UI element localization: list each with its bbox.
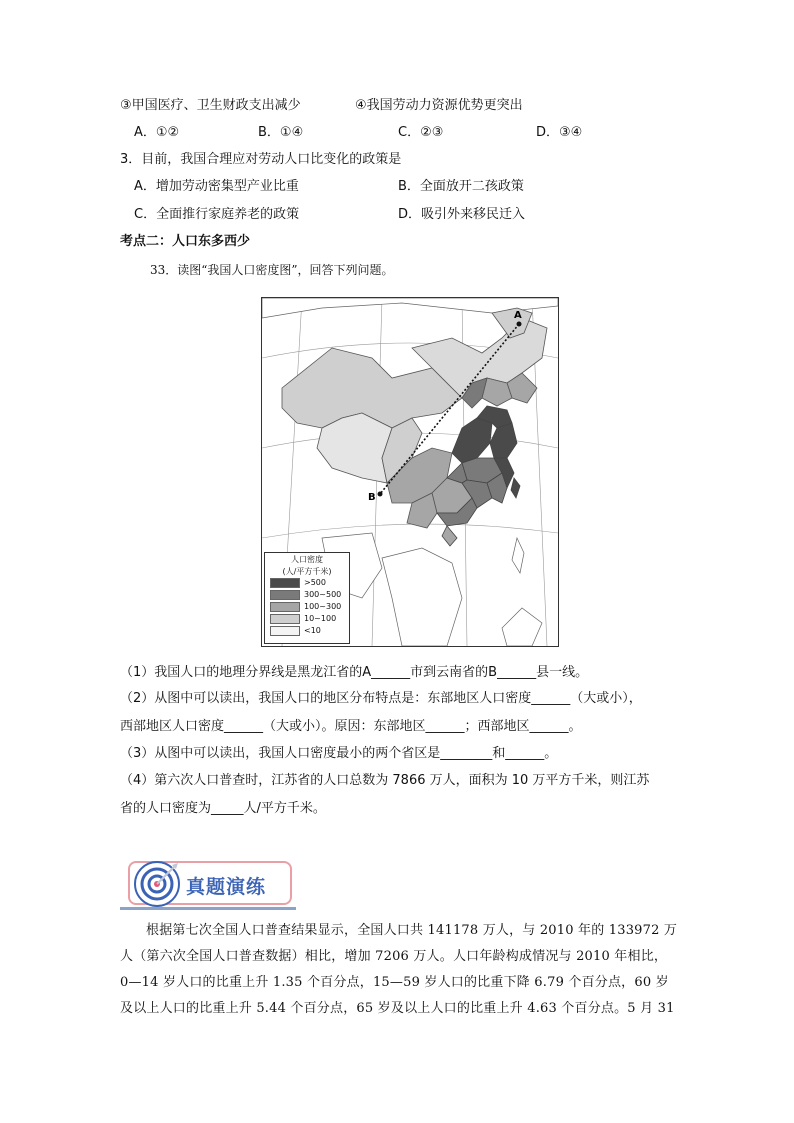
section-heading: 考点二：人口东多西少 [120, 234, 251, 249]
legend-label: 10~100 [304, 614, 337, 623]
passage-line-2: 人（第六次全国人口普查数据）相比，增加 7206 万人。人口年龄构成情况与 2010 年相比， [120, 949, 668, 964]
sub-question-4-line-2: 省的人口密度为_____人/平方千米。 [120, 801, 326, 816]
banner-underline [120, 907, 296, 910]
passage-line-4: 及以上人口的比重上升 5.44 个百分点，65 岁及以上人口的比重上升 4.63 个百分点。5 月 31 [120, 1001, 675, 1016]
passage-line-3: 0—14 岁人口的比重上升 1.35 个百分点，15—59 岁人口的比重下降 6.79 个百分点，60 岁 [120, 975, 669, 990]
legend-swatch [270, 602, 300, 612]
legend-swatch [270, 590, 300, 600]
choice-a: A．①② [134, 125, 180, 140]
sub-question-1: （1）我国人口的地理分界线是黑龙江省的A______市到云南省的B______县一线。 [120, 665, 589, 680]
legend-item [270, 578, 348, 589]
choice-c: C．②③ [398, 125, 444, 140]
legend-swatch [270, 578, 300, 588]
map-legend [264, 552, 350, 644]
banner-title: 真题演练 [186, 876, 267, 898]
option-item-4: ④我国劳动力资源优势更突出 [355, 98, 523, 113]
legend-title: 人口密度 [291, 555, 323, 564]
legend-label: 300~500 [304, 590, 342, 599]
question-3-stem: 3．目前，我国合理应对劳动人口比变化的政策是 [120, 152, 402, 167]
legend-label: 100~300 [304, 602, 342, 611]
choice-b: B．①④ [258, 125, 304, 140]
section-banner [120, 855, 296, 913]
question-3-option-d: D．吸引外来移民迁入 [398, 207, 526, 222]
choice-d: D．③④ [536, 125, 583, 140]
legend-swatch [270, 626, 300, 636]
point-b-label: B [368, 492, 376, 503]
legend-item [270, 602, 348, 613]
legend-unit: (人/平方千米) [282, 567, 332, 576]
legend-label: <10 [304, 626, 321, 635]
target-icon [132, 859, 182, 909]
population-density-map [261, 297, 559, 647]
sub-question-2-line-1: （2）从图中可以读出，我国人口的地区分布特点是：东部地区人口密度______（大或小）， [120, 691, 642, 706]
question-33-stem: 33．读图“我国人口密度图”，回答下列问题。 [150, 263, 394, 277]
high-density-regions [437, 406, 520, 546]
sub-question-4-line-1: （4）第六次人口普查时，江苏省的人口总数为 7866 万人，面积为 10 万平方千米，则江苏 [120, 773, 650, 788]
question-3-option-c: C．全面推行家庭养老的政策 [134, 207, 300, 222]
question-3-option-a: A．增加劳动密集型产业比重 [134, 179, 299, 194]
legend-item [270, 614, 348, 625]
legend-label: >500 [304, 578, 326, 587]
point-a-marker [517, 322, 522, 327]
sub-question-3: （3）从图中可以读出，我国人口密度最小的两个省区是________和______。 [120, 746, 558, 761]
legend-item [270, 626, 348, 637]
point-a-label: A [514, 310, 522, 321]
legend-swatch [270, 614, 300, 624]
point-b-marker [378, 492, 383, 497]
question-3-option-b: B．全面放开二孩政策 [398, 179, 524, 194]
legend-item [270, 590, 348, 601]
passage-line-1: 根据第七次全国人口普查结果显示，全国人口共 141178 万人，与 2010 年的 133972 万 [146, 923, 678, 938]
option-item-3: ③甲国医疗、卫生财政支出减少 [120, 98, 301, 113]
sub-question-2-line-2: 西部地区人口密度______（大或小）。原因：东部地区______；西部地区______。 [120, 719, 582, 734]
